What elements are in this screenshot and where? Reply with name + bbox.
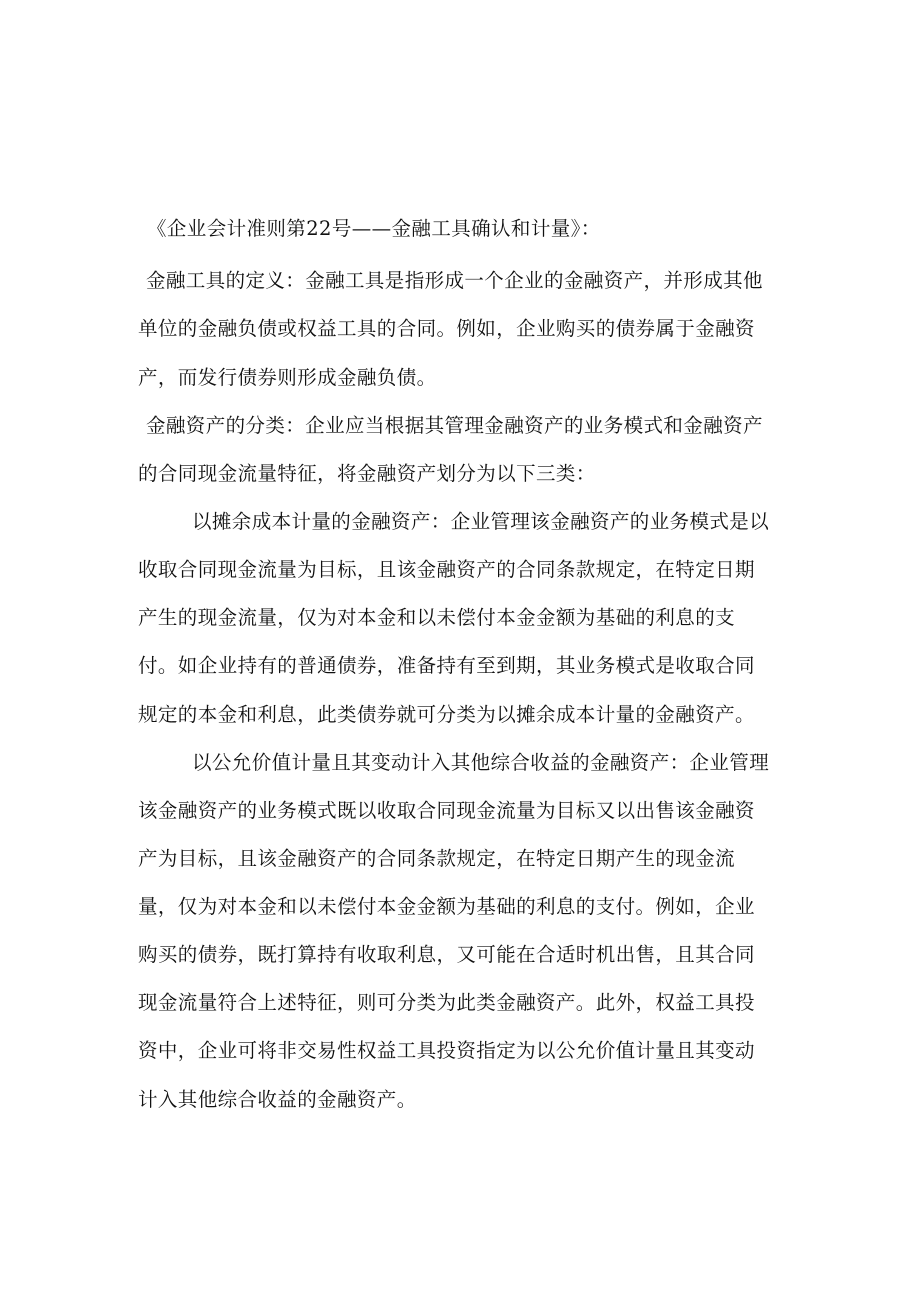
definition-line: 金融工具的定义：金融工具是指形成一个企业的金融资产，并形成其他 [146,269,763,292]
fvoci-line: 该金融资产的业务模式既以收取合同现金流量为目标又以出售该金融资 [138,799,755,822]
fvoci-line: 产为目标，且该金融资产的合同条款规定，在特定日期产生的现金流 [138,847,736,870]
fvoci-line: 购买的债券，既打算持有收取利息，又可能在合适时机出售，且其合同 [138,943,755,966]
amortized-cost-line: 产生的现金流量，仅为对本金和以未偿付本金金额为基础的利息的支 [138,606,736,629]
classification-line: 的合同现金流量特征，将金融资产划分为以下三类： [138,462,596,485]
amortized-cost-line: 收取合同现金流量为目标，且该金融资产的合同条款规定，在特定日期 [138,558,755,581]
fvoci-line: 计入其他综合收益的金融资产。 [138,1088,417,1111]
fvoci-line: 现金流量符合上述特征，则可分类为此类金融资产。此外，权益工具投 [138,991,755,1014]
document-title: 《企业会计准则第22号——金融工具确认和计量》： [147,217,601,240]
amortized-cost-line: 规定的本金和利息，此类债券就可分类为以摊余成本计量的金融资产。 [138,703,755,726]
definition-line: 产，而发行债券则形成金融负债。 [138,366,437,389]
definition-line: 单位的金融负债或权益工具的合同。例如，企业购买的债券属于金融资 [138,317,755,340]
fvoci-line: 以公允价值计量且其变动计入其他综合收益的金融资产：企业管理 [192,751,770,774]
amortized-cost-line: 付。如企业持有的普通债券，准备持有至到期，其业务模式是收取合同 [138,654,755,677]
amortized-cost-line: 以摊余成本计量的金融资产：企业管理该金融资产的业务模式是以 [192,510,770,533]
fvoci-line: 量，仅为对本金和以未偿付本金金额为基础的利息的支付。例如，企业 [138,895,755,918]
fvoci-line: 资中，企业可将非交易性权益工具投资指定为以公允价值计量且其变动 [138,1039,755,1062]
classification-line: 金融资产的分类：企业应当根据其管理金融资产的业务模式和金融资产 [146,414,763,437]
